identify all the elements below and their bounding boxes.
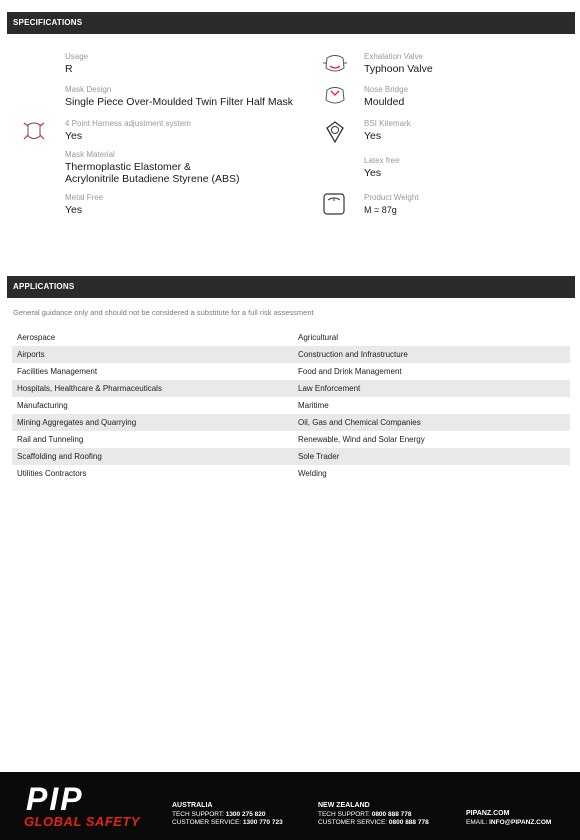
customer-service-number: 0800 888 778 [388, 819, 429, 826]
guidance-note: General guidance only and should not be considered a substitute for a full risk assessment [13, 308, 314, 317]
table-cell: Oil, Gas and Chemical Companies [298, 418, 421, 427]
applications-table [12, 329, 570, 482]
tech-support-number: 1300 275 820 [225, 810, 266, 818]
table-cell: Scaffolding and Roofing [17, 452, 102, 461]
table-cell: Aerospace [17, 333, 56, 342]
spec-metal-free [65, 193, 103, 216]
spec-latex-free [364, 156, 400, 179]
spec-value: Yes [364, 167, 382, 179]
table-cell: Construction and Infrastructure [298, 350, 408, 359]
table-cell: Food and Drink Management [298, 367, 402, 376]
spec-label: BSI Kitemark [364, 119, 411, 128]
applications-header: APPLICATIONS [7, 276, 575, 298]
table-cell: Mining Aggregates and Quarrying [17, 418, 137, 427]
spec-value: Yes [65, 204, 83, 216]
table-row [12, 448, 570, 465]
spec-value: R [65, 63, 73, 75]
spec-mask-design [65, 85, 293, 108]
table-cell: Agricultural [298, 333, 339, 342]
spec-value: M = 87g [364, 205, 397, 215]
spec-value: Moulded [364, 96, 405, 108]
customer-service-label: CUSTOMER SERVICE: [318, 819, 388, 826]
harness-icon [22, 120, 46, 147]
email-link[interactable]: INFO@PIPANZ.COM [489, 818, 552, 826]
nose-bridge-icon [322, 85, 348, 112]
spec-label: Usage [65, 52, 89, 61]
customer-service-number: 1300 770 723 [242, 819, 283, 826]
table-row [12, 414, 570, 431]
tech-support-label: TECH SUPPORT: [318, 810, 370, 818]
footer-australia [172, 802, 283, 828]
table-cell: Utilities Contractors [17, 469, 87, 478]
table-cell: Rail and Tunneling [17, 435, 84, 444]
customer-service-label: CUSTOMER SERVICE: [172, 819, 242, 826]
table-cell: Manufacturing [17, 401, 68, 410]
spec-usage [65, 52, 88, 75]
tech-support-number: 0800 888 778 [371, 810, 412, 818]
spec-label: Metal Free [65, 193, 104, 202]
table-cell: Hospitals, Healthcare & Pharmaceuticals [17, 384, 162, 393]
table-cell: Welding [298, 469, 327, 478]
spec-harness [65, 119, 191, 142]
spec-label: Exhalation Valve [364, 52, 423, 61]
table-row [12, 397, 570, 414]
spec-product-weight [364, 193, 419, 216]
table-cell: Renewable, Wind and Solar Energy [298, 435, 425, 444]
email-label: EMAIL: [466, 818, 488, 826]
spec-value-line2: Acrylonitrile Butadiene Styrene (ABS) [65, 173, 240, 185]
table-row [12, 431, 570, 448]
footer-region-title: AUSTRALIA [172, 802, 213, 809]
tech-support-label: TECH SUPPORT: [172, 810, 224, 818]
footer [0, 772, 580, 840]
spec-value: Yes [65, 130, 83, 142]
spec-mask-material [65, 150, 240, 185]
footer-region-title: NEW ZEALAND [318, 802, 370, 809]
table-cell: Sole Trader [298, 452, 340, 461]
spec-nose-bridge [364, 85, 408, 108]
spec-exhalation-valve [364, 52, 433, 75]
spec-value: Typhoon Valve [364, 63, 433, 75]
table-cell: Airports [17, 350, 45, 359]
specifications-header: SPECIFICATIONS [7, 12, 575, 34]
spec-value-line1: Thermoplastic Elastomer & [65, 161, 192, 173]
table-row [12, 380, 570, 397]
footer-web [466, 810, 551, 827]
pip-logo: PIP [26, 781, 84, 817]
spec-value: Single Piece Over-Moulded Twin Filter Half Mask [65, 96, 293, 108]
global-safety-wordmark: GLOBAL SAFETY [24, 814, 141, 829]
exhalation-valve-icon [322, 53, 348, 80]
website-link[interactable]: PIPANZ.COM [466, 810, 510, 817]
spec-bsi-kitemark [364, 119, 411, 142]
footer-new-zealand [318, 802, 429, 828]
spec-value: Yes [364, 130, 382, 142]
spec-label: Nose Bridge [364, 85, 409, 94]
table-cell: Facilities Management [17, 367, 98, 376]
spec-label: Latex free [364, 156, 400, 165]
spec-label: Mask Material [65, 150, 115, 159]
table-row [12, 465, 570, 482]
table-cell: Law Enforcement [298, 384, 361, 393]
spec-label: Mask Design [65, 85, 112, 94]
spec-label: 4 Point Harness adjustment system [65, 119, 191, 128]
table-cell: Maritime [298, 401, 329, 410]
table-row [12, 329, 570, 346]
kitemark-icon [324, 120, 346, 149]
table-row [12, 346, 570, 363]
table-row [12, 363, 570, 380]
weight-scale-icon [322, 192, 346, 221]
spec-label: Product Weight [364, 193, 419, 202]
